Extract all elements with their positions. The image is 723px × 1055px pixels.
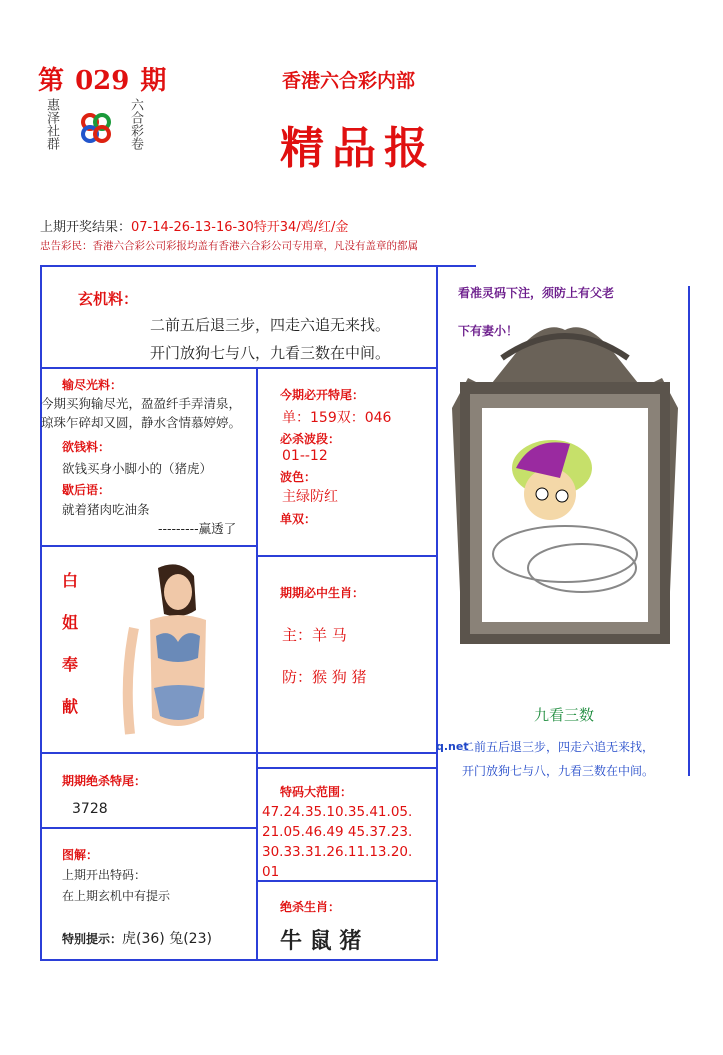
picture-frame: [442, 318, 688, 654]
tema-danshuang: 单：159双：046: [282, 410, 392, 426]
shujin-line1: 今期买狗输尽光，盈盈纤手弄清泉，: [41, 396, 242, 411]
special-label: 特别提示：: [62, 932, 123, 946]
special-value: 虎(36) 兔(23): [122, 931, 212, 947]
divider-3: [40, 752, 438, 754]
divider-right-4: [256, 767, 438, 769]
right-top-line1: 看准灵码下注，须防上有父老: [458, 286, 615, 300]
tupai-label: 图解：: [62, 848, 99, 862]
jueshate-label: 期期绝杀特尾：: [62, 774, 147, 788]
fanwei-label: 特码大范围：: [280, 785, 353, 799]
right-frame-edge: [688, 286, 690, 776]
shengxiao-main: 主：羊 马: [282, 626, 347, 644]
right-poem1: 二前五后退三步，四走六追无来找，: [462, 740, 655, 754]
issue-number: 029: [75, 66, 130, 96]
bose-label: 波色：: [280, 470, 317, 484]
fanwei-line2: 21.05.46.49 45.37.23.: [262, 824, 413, 840]
right-top-line2: 下有妻小！: [458, 324, 519, 338]
shengxiao-label: 期期必中生肖：: [280, 586, 365, 600]
bose-value: 主绿防红: [282, 489, 338, 505]
yuqian-label: 欲钱料：: [62, 440, 111, 454]
lottery-logo-icon: [78, 110, 114, 146]
results-value: 07-14-26-13-16-30特开34/鸡/红/金: [131, 220, 349, 235]
xuanji-line1: 二前五后退三步，四走六追无来找。: [150, 316, 391, 334]
main-title: 精品报: [280, 123, 436, 174]
xuanji-line2: 开门放狗七与八，九看三数在中间。: [150, 344, 391, 362]
fanwei-line4: 01: [262, 864, 280, 880]
divider-right-2: [256, 555, 438, 557]
xiehouyu-label: 歇后语：: [62, 483, 111, 497]
notice-text: 忠告彩民：香港六合彩公司彩报均盖有香港六合彩公司专用章，凡没有盖章的都属: [40, 240, 418, 252]
beauty-char-2: 姐: [62, 613, 79, 632]
shengxiao-fang: 防：猴 狗 猪: [282, 668, 367, 686]
divider-left-2: [40, 545, 258, 547]
dan-label: 单双：: [280, 512, 317, 526]
issue-prefix: 第: [38, 66, 65, 96]
beauty-char-4: 献: [62, 697, 79, 716]
divider-mid: [256, 367, 258, 959]
jueshax-label: 绝杀生肖：: [280, 900, 341, 914]
bosu-value: 01--12: [282, 448, 328, 464]
publisher-right: 六合彩卷: [128, 98, 143, 150]
beauty-vertical: [62, 560, 78, 728]
yuqian-text: 欲钱买身小脚小的（猪虎）: [62, 461, 213, 476]
beauty-char-1: 白: [62, 571, 79, 590]
xiehouyu-text: 就着猪肉吃油条: [62, 502, 150, 517]
frame-right: [436, 265, 438, 961]
results-label: 上期开奖结果：: [40, 220, 132, 235]
shujin-label: 输尽光料：: [62, 378, 123, 392]
bosu-label: 必杀波段：: [280, 432, 341, 446]
frame-left: [40, 265, 42, 961]
jueshax-value: 牛 鼠 猪: [280, 928, 362, 954]
fanwei-numbers: [262, 802, 412, 882]
model-photo: [120, 558, 216, 744]
special-row: [62, 928, 212, 948]
beauty-char-3: 奉: [62, 655, 79, 674]
divider-1: [40, 367, 438, 369]
right-net: q.net: [436, 740, 469, 753]
publisher-left: 惠泽社群: [44, 98, 59, 150]
tupai-line1: 上期开出特码：: [62, 868, 147, 882]
right-poem2: 开门放狗七与八，九看三数在中间。: [462, 764, 655, 778]
issue-label: [38, 60, 166, 97]
divider-left-4: [40, 827, 258, 829]
frame-bottom: [40, 959, 438, 961]
fanwei-line1: 47.24.35.10.35.41.05.: [262, 804, 413, 820]
xiehouyu-tail: ---------赢透了: [158, 521, 237, 536]
tema-label: 今期必开特尾：: [280, 388, 365, 402]
xuanji-label: 玄机料：: [78, 290, 139, 308]
results-row: [40, 216, 348, 235]
fanwei-line3: 30.33.31.26.11.13.20.: [262, 844, 413, 860]
org-title: 香港六合彩内部: [282, 70, 416, 92]
right-caption: 九看三数: [534, 706, 595, 724]
shujin-line2: 琼珠乍碎却又圆，静水含情慕婷婷。: [41, 415, 242, 430]
issue-suffix: 期: [140, 66, 167, 96]
tupai-line2: 在上期玄机中有提示: [62, 889, 171, 903]
frame-top: [40, 265, 476, 267]
jueshate-value: 3728: [72, 801, 108, 817]
